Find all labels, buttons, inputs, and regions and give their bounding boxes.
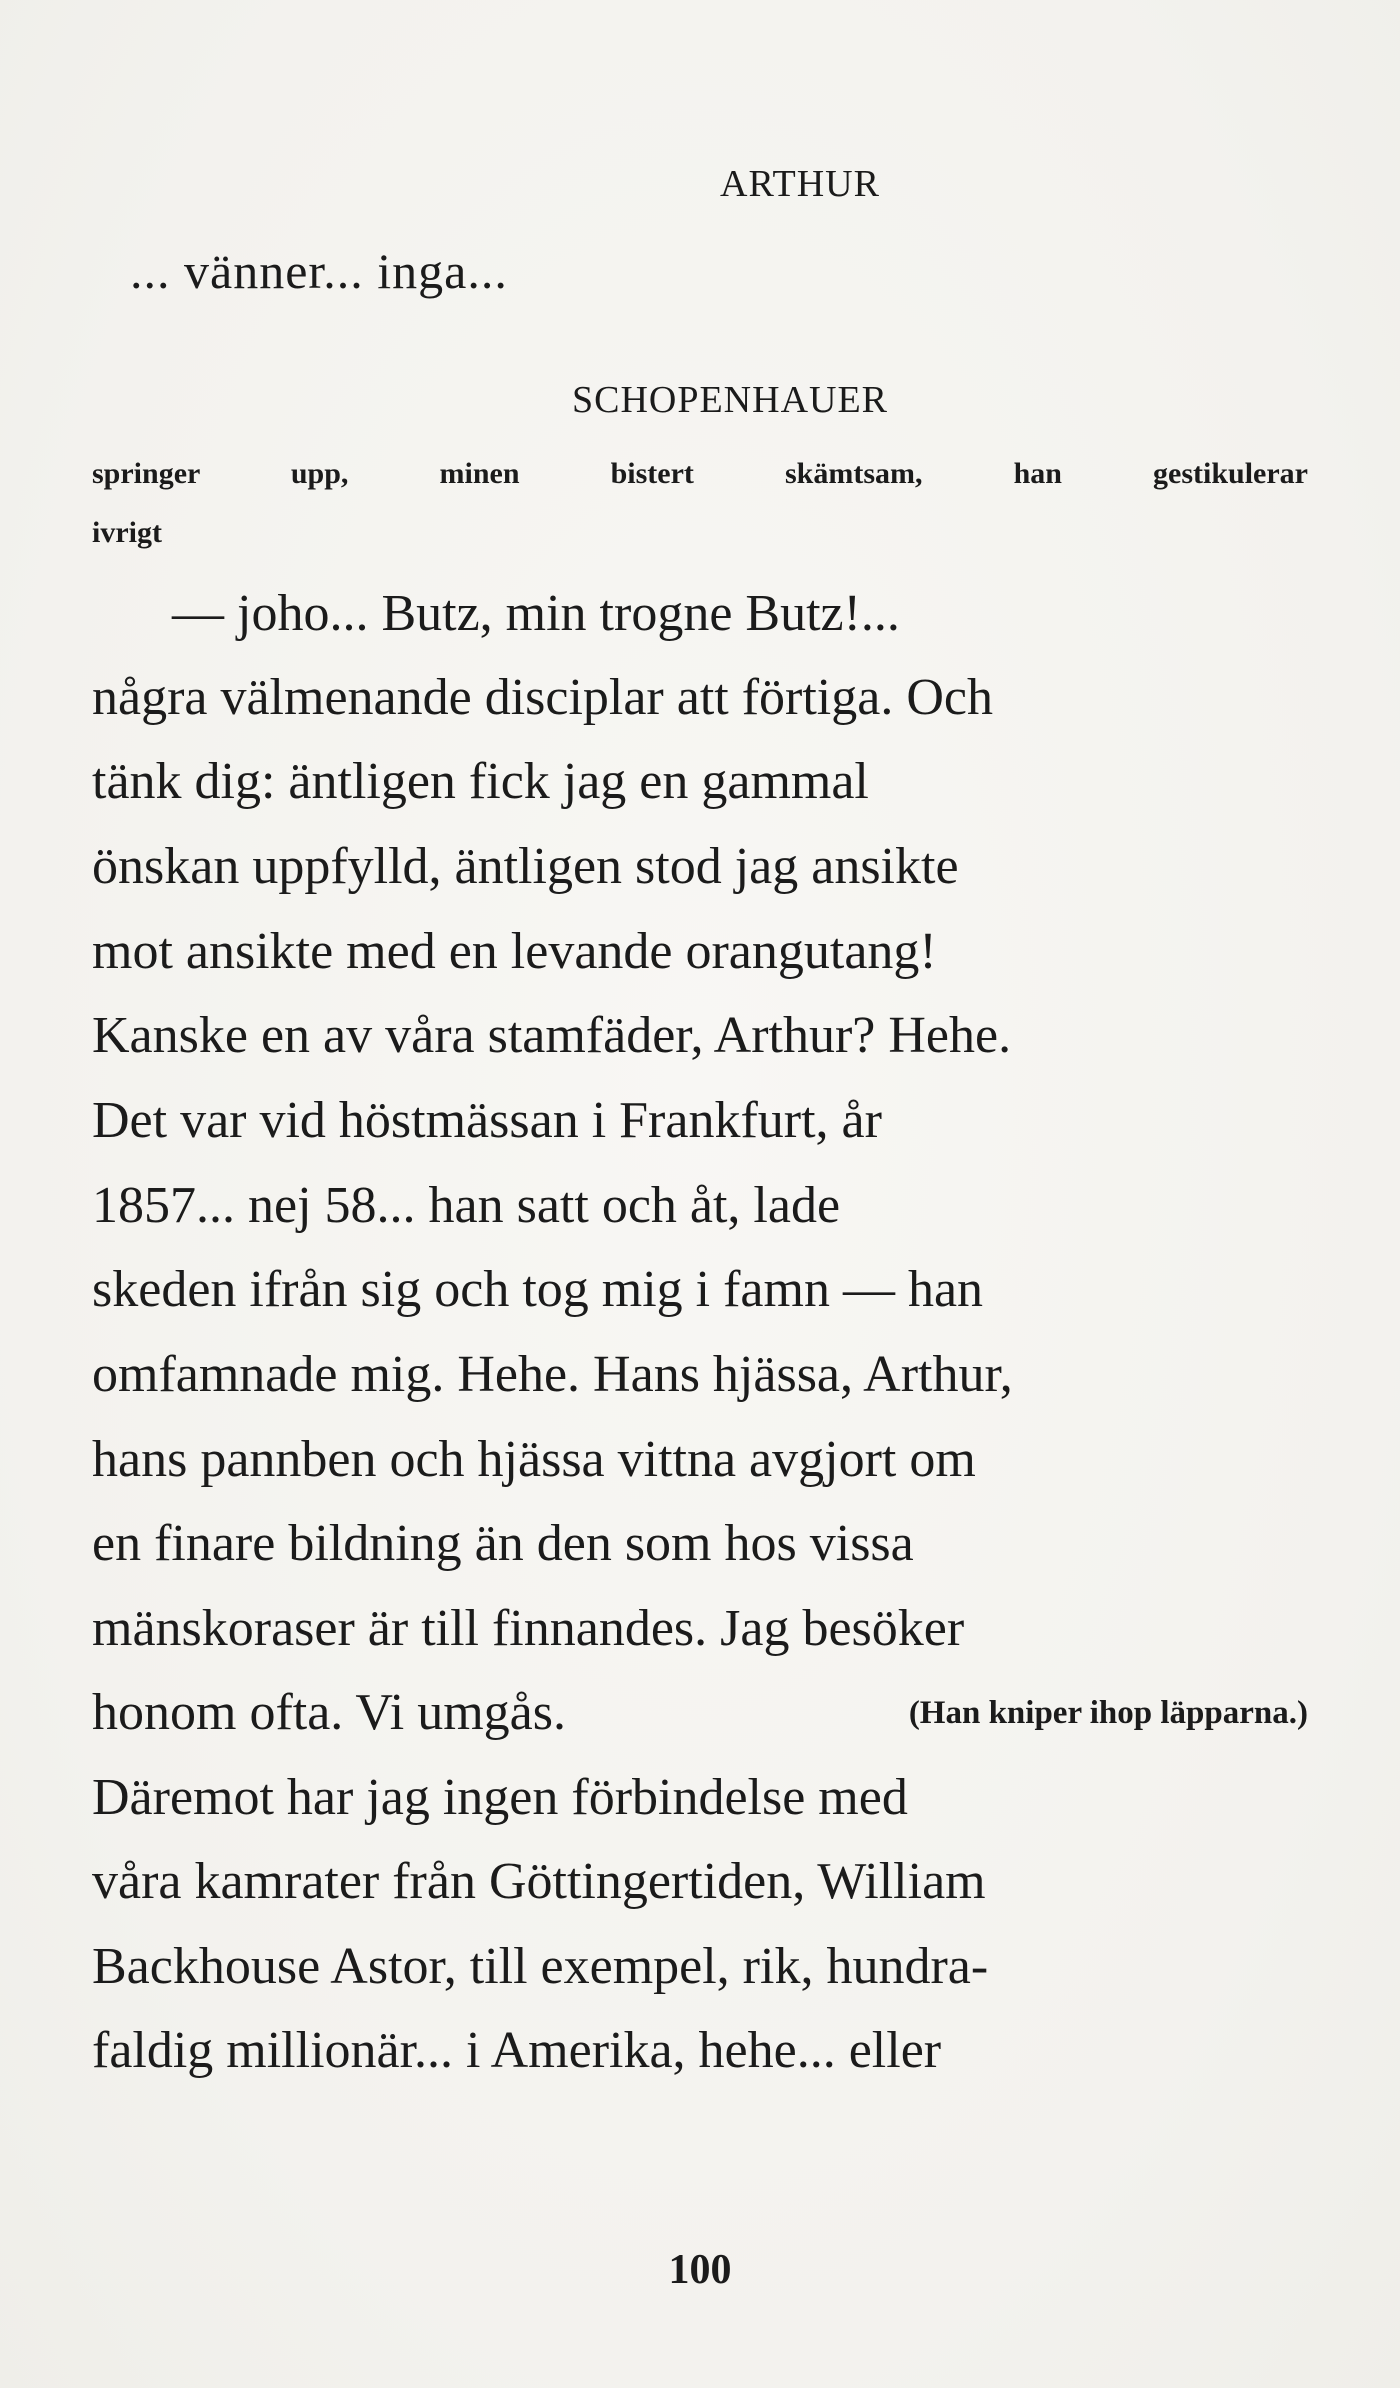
text-line-9: skeden ifrån sig och tog mig i famn — han [92,1261,984,1318]
speaker-arthur: ARTHUR [720,163,880,205]
text-line-15: Däremot har jag ingen förbindelse med [92,1769,908,1826]
speaker-schopenhauer: SCHOPENHAUER [571,379,889,421]
text-line-14-content: honom ofta. Vi umgås. [92,1684,566,1741]
text-line-4: önskan uppfylld, äntligen stod jag ansikte [92,838,959,895]
arthur-dialogue: ... vänner... inga... [130,243,508,299]
inline-stage-direction: (Han kniper ihop läpparna.) [908,1695,1308,1731]
text-line-17: Backhouse Astor, till exempel, rik, hundra- [92,1938,989,1995]
text-line-2: några välmenande disciplar att förtiga. Och [92,669,993,726]
text-line-6: Kanske en av våra stamfäder, Arthur? Hehe. [92,1007,1012,1064]
text-line-13: mänskoraser är till finnandes. Jag besöker [92,1600,965,1657]
stage-direction-line-2: ivrigt [92,516,162,549]
text-line-8: 1857... nej 58... han satt och åt, lade [92,1177,841,1234]
text-line-12: en finare bildning än den som hos vissa [92,1515,914,1572]
text-line-14 [92,1683,1308,1743]
text-line-16: våra kamrater från Göttingertiden, William [92,1853,986,1910]
text-line-11: hans pannben och hjässa vittna avgjort om [92,1431,976,1488]
text-line-3: tänk dig: äntligen fick jag en gammal [92,753,869,810]
text-line-1-content: — joho... Butz, min trogne Butz!... [172,585,900,642]
text-line-10: omfamnade mig. Hehe. Hans hjässa, Arthur, [92,1346,1013,1403]
text-line-7: Det var vid höstmässan i Frankfurt, år [92,1092,882,1149]
text-line-1 [172,584,1308,644]
stage-direction-line-1: springer upp, minen bistert skämtsam, han gestikulerar [92,457,1308,490]
text-line-5: mot ansikte med en levande orangutang! [92,923,937,980]
text-line-18: faldig millionär... i Amerika, hehe... eller [92,2022,942,2079]
page-number: 100 [668,2247,732,2293]
